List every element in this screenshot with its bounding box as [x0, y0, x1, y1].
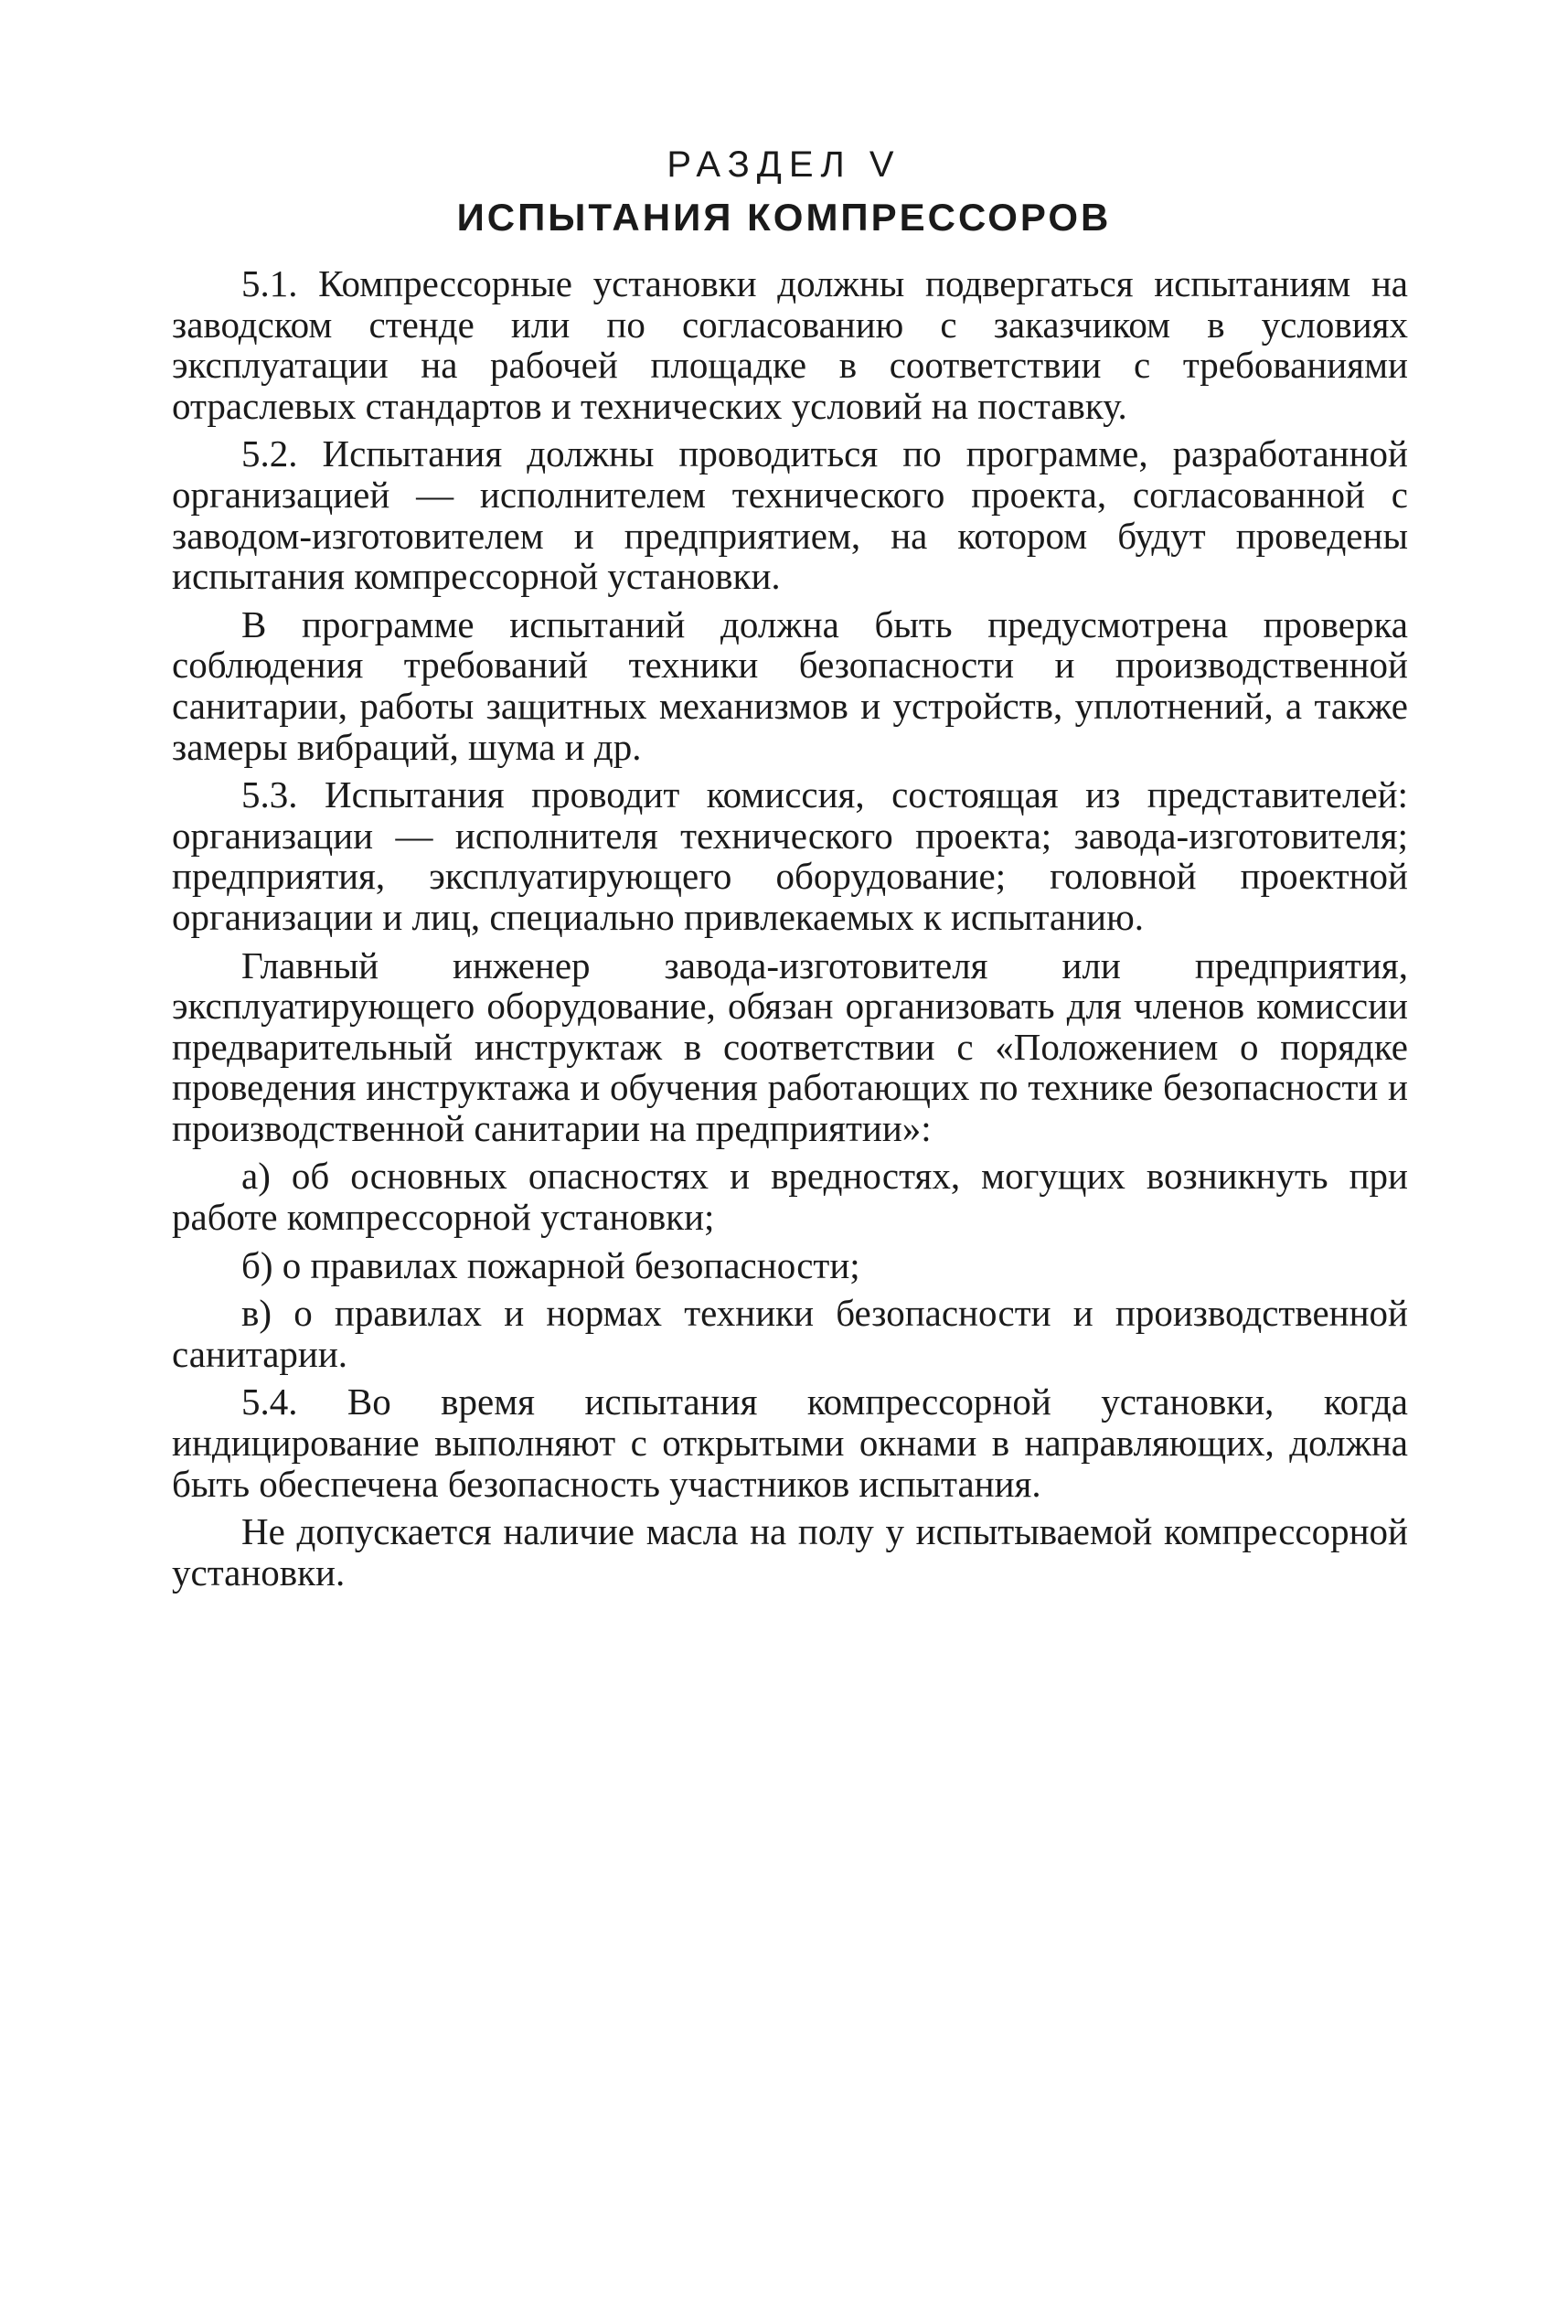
list-item-b: б) о правилах пожарной безопасности; — [241, 1243, 860, 1286]
paragraph-chief-engineer: Главный инженер завода-изготовителя или предприятия, эксплуатирующего оборудование, обязан организовать для членов комиссии предварительный инструктаж в соответствии с «Положением о порядке проведения инструктажа и обучения работающих по технике безопасности и производственной санитарии на предприятии»: — [172, 943, 1408, 1149]
section-body — [172, 263, 1408, 1600]
list-item-a: а) об основных опасностях и вредностях, могущих возникнуть при работе компрессорной установки; — [172, 1155, 1408, 1239]
list-item-v: в) о правилах и нормах техники безопасности и производственной санитарии. — [172, 1292, 1408, 1375]
paragraph-5-4: 5.4. Во время испытания компрессорной установки, когда индицирование выполняют с открытыми окнами в направляющих, должна быть обеспечена безопасность участников испытания. — [172, 1381, 1408, 1505]
section-label: РАЗДЕЛ V — [667, 144, 901, 185]
paragraph-5-1: 5.1. Компрессорные установки должны подвергаться испытаниям на заводском стенде или по согласованию с заказчиком в условиях эксплуатации на рабочей площадке в соответствии с требованиями отраслевых стандартов и технических условий на поставку. — [172, 262, 1408, 427]
paragraph-5-3: 5.3. Испытания проводит комиссия, состоящая из представителей: организации — исполнителя технического проекта; завода-изготовителя; предприятия, эксплуатирующего оборудование; головной проектной организации и лиц, специально привлекаемых к испытанию. — [172, 773, 1408, 938]
paragraph-oil: Не допускается наличие масла на полу у испытываемой компрессорной установки. — [172, 1510, 1408, 1594]
paragraph-5-2: 5.2. Испытания должны проводиться по программе, разработанной организацией — исполнителем технического проекта, согласованной с заводом-изготовителем и предприятием, на котором будут проведены испытания компрессорной установки. — [172, 432, 1408, 598]
section-title: ИСПЫТАНИЯ КОМПРЕССОРОВ — [456, 196, 1112, 239]
paragraph-program: В программе испытаний должна быть предусмотрена проверка соблюдения требований техники безопасности и производственной санитарии, работы защитных механизмов и устройств, уплотнений, а также замеры вибраций, шума и др. — [172, 602, 1408, 768]
